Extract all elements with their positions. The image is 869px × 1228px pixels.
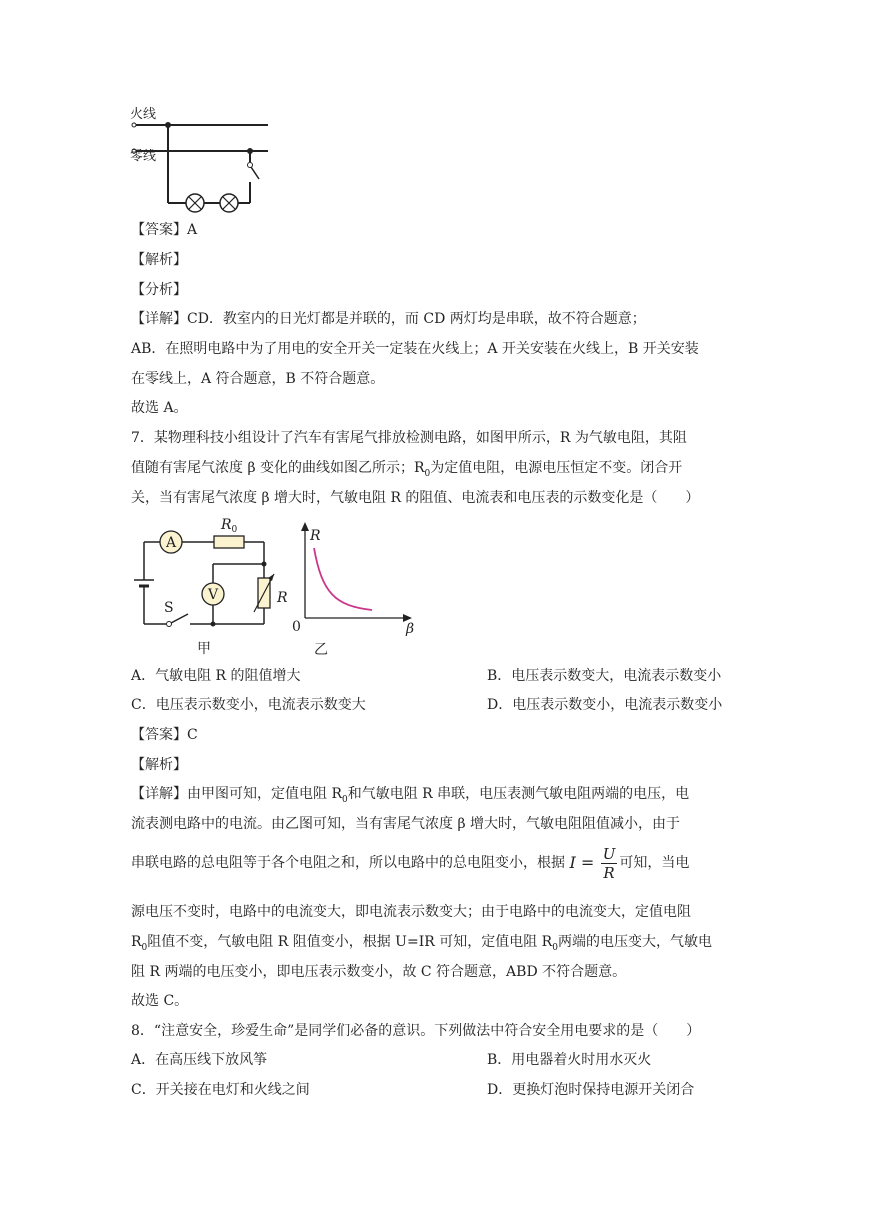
ammeter-label: A — [166, 535, 177, 551]
q7-graph-figure — [290, 518, 420, 660]
q7-option-d: D．电压表示数变小，电流表示数变小 — [487, 697, 723, 713]
q7-stem-line-3: 关，当有害尾气浓度 β 增大时，气敏电阻 R 的阻值、电流表和电压表的示数变化是（ ） — [131, 490, 700, 506]
q7-d1b: 和气敏电阻 R 串联，电压表测气敏电阻两端的电压，电 — [347, 786, 690, 802]
q7-detail-line-6: 阻 R 两端的电压变小，即电压表示数变小，故 C 符合题意，ABD 不符合题意。 — [131, 964, 627, 980]
q7-d5-sub: 0 — [141, 942, 148, 953]
q7-option-a: A．气敏电阻 R 的阻值增大 — [131, 668, 301, 684]
q7-d1-sub: 0 — [342, 794, 348, 805]
graph-x-label: β — [406, 621, 415, 637]
ohms-law-formula — [569, 843, 619, 883]
voltmeter-label: V — [208, 587, 219, 603]
formula-fraction — [601, 845, 618, 882]
switch-label: S — [164, 600, 174, 616]
q6-circuit-figure — [128, 100, 273, 215]
q7-option-b: B．电压表示数变大，电流表示数变小 — [487, 668, 722, 684]
r0-label-sub: 0 — [231, 525, 238, 535]
formula-denominator: R — [603, 863, 615, 882]
q6-detail-line-3: 在零线上，A 符合题意，B 不符合题意。 — [131, 371, 385, 387]
q7-stem-2a: 值随有害尾气浓度 β 变化的曲线如图乙所示；R — [131, 460, 425, 476]
voltmeter-icon — [202, 583, 224, 605]
r0-label-main: R — [221, 517, 232, 533]
q7-choose: 故选 C。 — [131, 993, 189, 1009]
q7-stem-line-1: 7．某物理科技小组设计了汽车有害尾气排放检测电路，如图甲所示，R 为气敏电阻，其阻 — [131, 430, 687, 446]
figure-yi-caption: 乙 — [314, 642, 328, 658]
q7-stem-2-sub: 0 — [424, 468, 431, 479]
q7-d5c: 两端的电压变大，气敏电 — [557, 934, 712, 950]
neutral-wire-label: 零线 — [130, 149, 157, 164]
ammeter-icon — [160, 531, 182, 553]
live-wire-label: 火线 — [130, 107, 157, 122]
q7-d5-sub2: 0 — [552, 942, 558, 953]
q8-option-a: A．在高压线下放风筝 — [131, 1052, 268, 1068]
r0-resistor — [214, 536, 244, 548]
q8-option-c: C．开关接在电灯和火线之间 — [131, 1082, 310, 1098]
resistance-curve — [314, 548, 372, 610]
lamp-1-icon — [186, 194, 204, 212]
q7-option-c: C．电压表示数变小，电流表示数变大 — [131, 697, 366, 713]
gas-resistor-label: R — [277, 590, 288, 606]
q7-detail-line-2: 流表测电路中的电流。由乙图可知，当有害尾气浓度 β 增大时，气敏电阻阻值减小，由于 — [131, 816, 680, 832]
q6-detail-line-2: AB．在照明电路中为了用电的安全开关一定装在火线上；A 开关安装在火线上，B 开关安装 — [131, 341, 699, 357]
q6-fenxi-heading: 【分析】 — [131, 282, 187, 298]
q8-option-b: B．用电器着火时用水灭火 — [487, 1052, 652, 1068]
q6-choose: 故选 A。 — [131, 400, 188, 416]
switch-icon — [248, 163, 260, 180]
q7-circuit-figure — [128, 512, 298, 662]
q7-detail-line-3 — [131, 843, 689, 883]
q6-detail-line-1: 【详解】CD．教室内的日光灯都是并联的，而 CD 两灯均是串联，故不符合题意； — [131, 311, 646, 327]
lamp-2-icon — [220, 194, 238, 212]
q7-detail-line-1 — [131, 784, 689, 810]
q8-option-d: D．更换灯泡时保持电源开关闭合 — [487, 1082, 695, 1098]
q7-d3b: 可知，当电 — [619, 855, 690, 871]
figure-jia-caption: 甲 — [197, 641, 211, 657]
q7-detail-line-5 — [131, 932, 712, 958]
q6-answer: 【答案】A — [131, 222, 198, 238]
q7-d5b: 阻值不变，气敏电阻 R 阻值变小，根据 U=IR 可知，定值电阻 R — [147, 934, 553, 950]
r0-label — [220, 517, 238, 535]
q6-analysis-heading: 【解析】 — [131, 252, 187, 268]
q7-stem-line-2 — [131, 458, 682, 484]
graph-origin: 0 — [292, 619, 301, 635]
q7-analysis-heading: 【解析】 — [131, 757, 187, 773]
q7-d3a: 串联电路的总电阻等于各个电阻之和，所以电路中的总电阻变小，根据 — [131, 855, 565, 871]
formula-lhs: I = — [569, 853, 595, 872]
q7-stem-2b: 为定值电阻，电源电压恒定不变。闭合开 — [430, 460, 683, 476]
graph-y-label: R — [310, 528, 321, 544]
q7-d1a: 【详解】由甲图可知，定值电阻 R — [131, 786, 342, 802]
q7-detail-line-4: 源电压不变时，电路中的电流变大，即电流表示数变大；由于电路中的电流变大，定值电阻 — [131, 904, 691, 920]
q7-answer: 【答案】C — [131, 727, 198, 743]
formula-numerator: U — [602, 844, 616, 863]
q8-stem: 8．“注意安全，珍爱生命”是同学们必备的意识。下列做法中符合安全用电要求的是（ ） — [131, 1023, 701, 1039]
q7-d5a: R — [131, 934, 142, 950]
